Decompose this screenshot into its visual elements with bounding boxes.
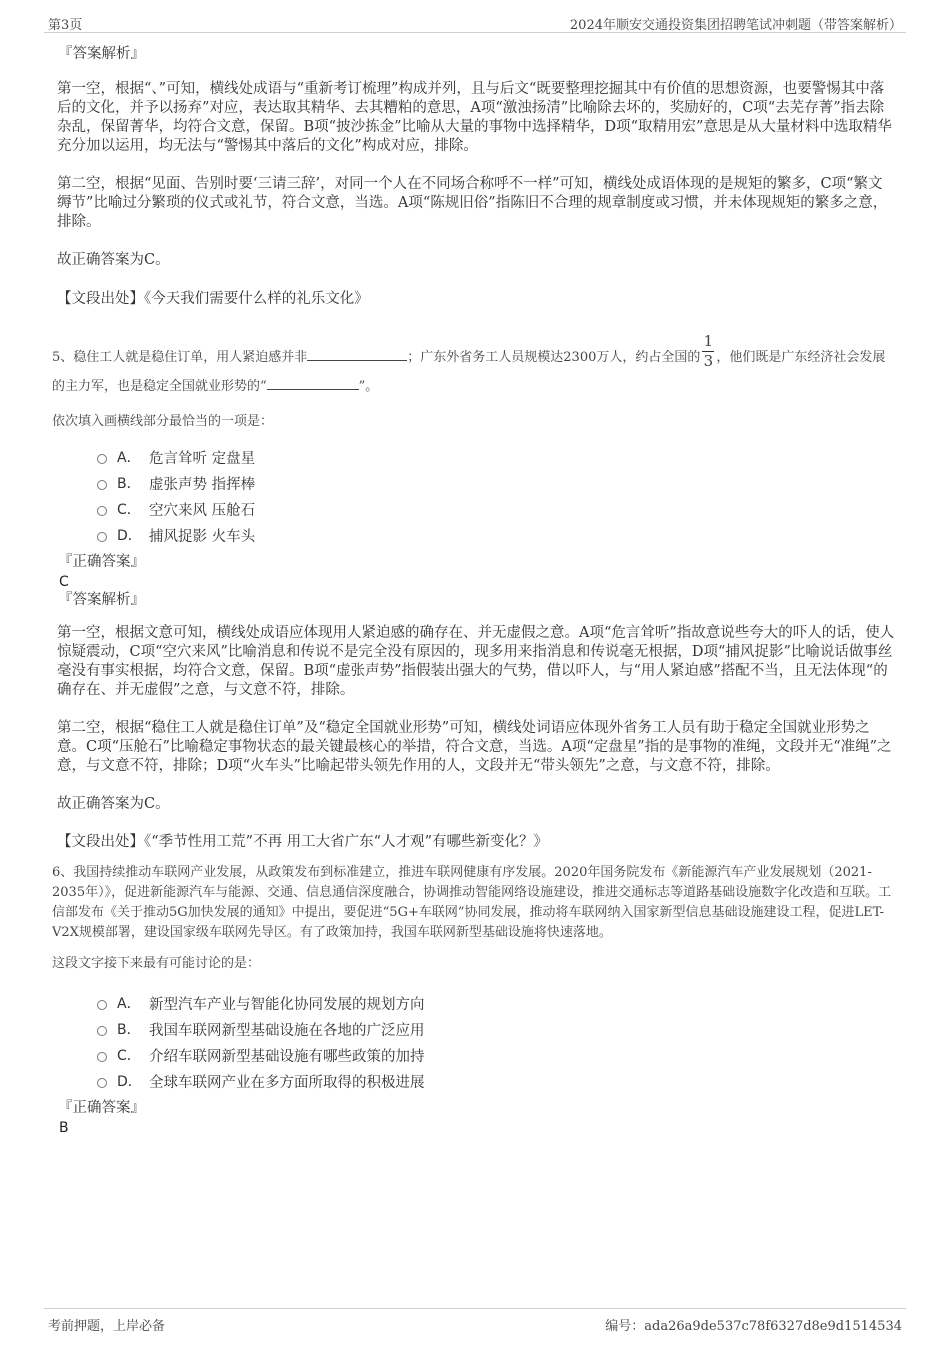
q4-analysis-para2: 第二空，根据“见面、告别时要‘三请三辞’，对同一个人在不同场合称呼不一样”可知，横线处成语体现的是规矩的繁多，C项“繁文缛节”比喻过分繁琐的仪式或礼节，符合文意，当选。A项“陈规旧俗”指陈旧不合理的规章制度或习惯，并未体现规矩的繁多之意，排除。: [57, 176, 888, 230]
q5-analysis-para1: 第一空，根据文意可知，横线处成语应体现用人紧迫感的确存在、并无虚假之意。A项“危言耸听”指故意说些夸大的吓人的话，使人惊疑震动，C项“空穴来风”比喻消息和传说不是完全没有原因的，现多用来指消息和传说毫无根据，D项“捕风捉影”比喻说话做事丝毫没有事实根据，均符合文意，保留。B项“虚张声势”指假装出强大的气势，借以吓人，与“用人紧迫感”搭配不当，且无法体现“的确存在、并无虚假”之意，与文意不符，排除。: [57, 625, 895, 698]
q5-conclusion: 故正确答案为C。: [57, 796, 170, 812]
q5-text-part4: ”。: [358, 379, 379, 394]
q5-prompt: 依次填入画横线部分最恰当的一项是：: [52, 414, 274, 429]
footer-slogan: 考前押题，上岸必备: [48, 1319, 166, 1334]
q5-answer: C: [59, 574, 69, 590]
document-id: 编号：ada26a9de537c78f6327d8e9d1514534: [605, 1319, 902, 1334]
q5-option-d[interactable]: D． 捕风捉影 火车头: [97, 522, 937, 548]
radio-button[interactable]: [97, 1000, 107, 1010]
radio-button[interactable]: [97, 1026, 107, 1036]
page-footer: [44, 1308, 906, 1335]
q4-conclusion: 故正确答案为C。: [57, 252, 170, 268]
fraction-denominator: 3: [703, 352, 714, 370]
radio-button[interactable]: [97, 1078, 107, 1088]
document-title: 2024年顺安交通投资集团招聘笔试冲刺题（带答案解析）: [569, 18, 902, 33]
q5-blank-2: [267, 376, 359, 390]
q5-option-c[interactable]: C． 空穴来风 压舱石: [97, 496, 937, 522]
radio-button[interactable]: [97, 506, 107, 516]
q6-question-text: 6、我国持续推动车联网产业发展，从政策发布到标准建立，推进车联网健康有序发展。2020年国务院发布《新能源汽车产业发展规划（2021-2035年）》，促进新能源汽车与能源、交通、信息通信深度融合，协调推动智能网络设施建设，推进交通标志等道路基础设施数字化改造和互联。工信部发布《关于推动5G加快发展的通知》中提出，要促进“5G+车联网”协同发展，推动将车联网纳入国家新型信息基础设施建设工程，促进LET-V2X规模部署，建设国家级车联网先导区。有了政策加持，我国车联网新型基础设施将快速落地。: [52, 865, 892, 940]
q5-fraction: [702, 333, 714, 370]
radio-button[interactable]: [97, 454, 107, 464]
page-header: [44, 12, 906, 33]
q4-source: 【文段出处】《今天我们需要什么样的礼乐文化》: [57, 291, 369, 307]
q4-analysis-heading: 『答案解析』: [58, 46, 145, 62]
q6-option-b[interactable]: B． 我国车联网新型基础设施在各地的广泛应用: [97, 1016, 937, 1042]
radio-button[interactable]: [97, 480, 107, 490]
q5-option-b[interactable]: B． 虚张声势 指挥棒: [97, 470, 937, 496]
q5-question-text: [52, 332, 892, 397]
q6-option-d[interactable]: D． 全球车联网产业在多方面所取得的积极进展: [97, 1068, 937, 1094]
q5-blank-1: [307, 347, 407, 361]
fraction-numerator: 1: [703, 332, 714, 350]
q5-options: [97, 444, 937, 548]
radio-button[interactable]: [97, 1052, 107, 1062]
page-number: 第3页: [48, 18, 83, 33]
q6-prompt: 这段文字接下来最有可能讨论的是：: [52, 956, 261, 971]
q5-text-part2: ；广东外省务工人员规模达2300万人，约占全国的: [407, 350, 701, 365]
page-content: [52, 44, 897, 1136]
q6-answer: B: [59, 1120, 69, 1136]
q5-analysis-heading: 『答案解析』: [58, 592, 145, 608]
radio-button[interactable]: [97, 532, 107, 542]
q5-answer-heading: 『正确答案』: [58, 554, 145, 570]
q6-option-c[interactable]: C． 介绍车联网新型基础设施有哪些政策的加持: [97, 1042, 937, 1068]
q5-analysis-para2: 第二空，根据“稳住工人就是稳住订单”及“稳定全国就业形势”可知，横线处词语应体现外省务工人员有助于稳定全国就业形势之意。C项“压舱石”比喻稳定事物状态的最关键最核心的举措，符合文意，当选。A项“定盘星”指的是事物的准绳，文段并无“准绳”之意，与文意不符，排除；D项“火车头”比喻起带头领先作用的人，文段并无“带头领先”之意，与文意不符，排除。: [57, 720, 892, 774]
q5-text-part3: ，他们既是广东经济社会发展的主力军，也是稳定全国就业形势的“: [52, 350, 886, 394]
q6-option-a[interactable]: A． 新型汽车产业与智能化协同发展的规划方向: [97, 990, 937, 1016]
q6-answer-heading: 『正确答案』: [58, 1100, 145, 1116]
q5-source: 【文段出处】《“季节性用工荒”不再 用工大省广东“人才观”有哪些新变化？》: [57, 834, 549, 850]
q5-text-part1: 5、稳住工人就是稳住订单，用人紧迫感并非: [52, 350, 308, 365]
q6-options: [97, 990, 937, 1094]
q5-option-a[interactable]: A． 危言耸听 定盘星: [97, 444, 937, 470]
q4-analysis-para1: 第一空，根据“、”可知，横线处成语与“重新考订梳理”构成并列，且与后文“既要整理挖掘其中有价值的思想资源，也要警惕其中落后的文化，并予以扬弃”对应，表达取其精华、去其糟粕的意思，A项“激浊扬清”比喻除去坏的，奖励好的，C项“去芜存菁”指去除杂乱，保留菁华，均符合文意，保留。B项“披沙拣金”比喻从大量的事物中选择精华，D项“取精用宏”意思是从大量材料中选取精华充分加以运用，均无法与“警惕其中落后的文化”构成对应，排除。: [57, 81, 892, 154]
